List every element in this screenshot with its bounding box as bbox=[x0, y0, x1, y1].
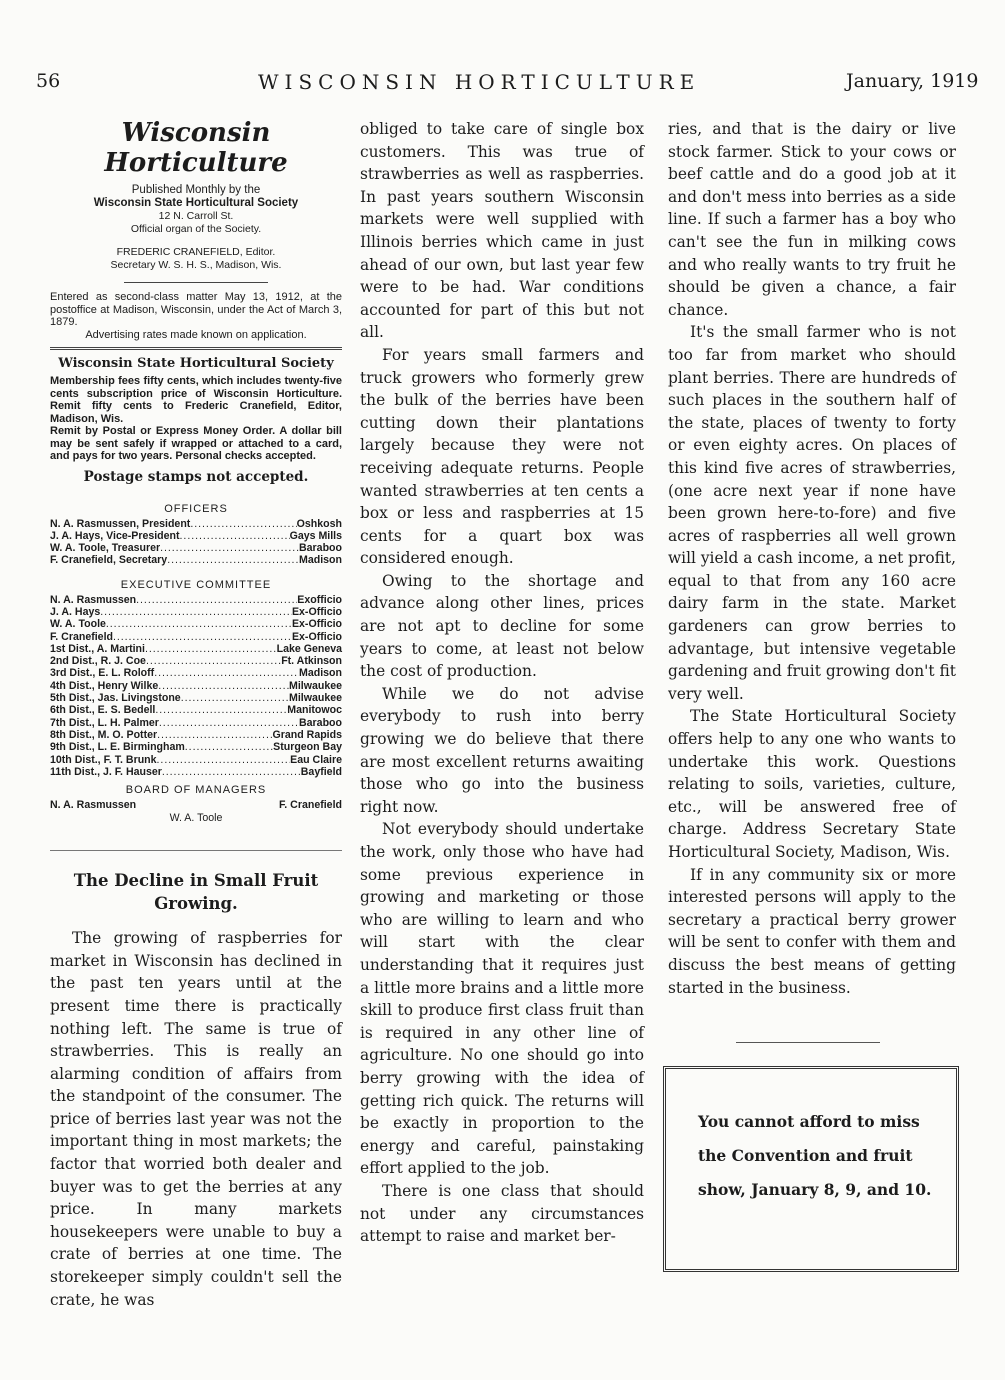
leader-dots bbox=[100, 606, 292, 618]
committee-row-name: 1st Dist., A. Martini bbox=[50, 642, 145, 655]
committee-row-name: W. A. Toole bbox=[50, 618, 106, 631]
officers-heading: OFFICERS bbox=[164, 502, 228, 515]
leader-dots bbox=[157, 729, 272, 741]
officers-list bbox=[50, 518, 342, 567]
committee-row-value: Sturgeon Bay bbox=[273, 741, 342, 754]
society-title: Wisconsin State Horticultural Society bbox=[58, 356, 334, 371]
leader-dots bbox=[160, 542, 299, 554]
remit-text: Remit by Postal or Express Money Order. A dollar bill may be sent safely if wrapped or attached to a card, and pays for two years. Personal checks accepted. bbox=[50, 425, 342, 462]
officer-row-name: N. A. Rasmussen, President bbox=[50, 517, 191, 530]
officer-row-value: Oshkosh bbox=[296, 517, 342, 530]
committee-row-value: Ex-Officio bbox=[291, 630, 342, 643]
committee-row-value: Ex-Officio bbox=[291, 605, 342, 618]
divider bbox=[50, 850, 342, 851]
officer-row-value: Baraboo bbox=[299, 542, 342, 555]
committee-row-name: J. A. Hays bbox=[50, 605, 101, 618]
executive-list bbox=[50, 594, 342, 778]
committee-row-value: Baraboo bbox=[299, 716, 342, 729]
committee-row-name: N. A. Rasmussen bbox=[50, 593, 137, 606]
leader-dots bbox=[167, 554, 299, 566]
paragraph: ries, and that is the dairy or live stock farmer. Stick to your cows or beef cattle and do a good job at it and don't mess into berries as a side line. If such a farmer has a boy who can't see the fun in milking cows and who really wants to try fruit he should be given a chance, a fair chance. bbox=[668, 120, 956, 319]
committee-row-value: Exofficio bbox=[297, 593, 342, 606]
leader-dots bbox=[190, 518, 296, 530]
paragraph: The growing of raspberries for market in Wisconsin has declined in the past ten years until at the present time there is practically nothing left. The same is true of strawberries. This is really an alarming condition of affairs from the standpoint of the consumer. The price of berries last year was not the important thing in most markets; the factor that worried both dealer and buyer was to get the berries at any price. In many markets housekeepers were unable to buy a crate of berries at one time. The storekeeper simply couldn't sell the crate, he was bbox=[50, 929, 342, 1309]
masthead-editor: FREDERIC CRANEFIELD, Editor. bbox=[116, 246, 276, 258]
committee-row-name: 11th Dist., J. F. Hauser bbox=[50, 765, 162, 778]
committee-row bbox=[50, 631, 342, 643]
leader-dots bbox=[155, 704, 287, 716]
leader-dots bbox=[145, 643, 277, 655]
committee-row-name: 7th Dist., L. H. Palmer bbox=[50, 716, 159, 729]
committee-row bbox=[50, 680, 342, 692]
committee-row-value: Bayfield bbox=[300, 765, 342, 778]
committee-row bbox=[50, 655, 342, 667]
leader-dots bbox=[136, 594, 297, 606]
paragraph: It's the small farmer who is not too far from market who should plant berries. There are hundreds of such places in the southern half of the state, places of twenty to forty or even eighty acres. On places of this kind five acres of strawberries, (one acre next year if none have been grown here-to-fore) and five acres of raspberries all well grown will yield a cash income, a net profit, equal to that from any 160 acre dairy farm in the state. Market gardeners can grow berries to advantage, but intensive vegetable gardening and fruit growing don't fit very well. bbox=[668, 323, 956, 703]
committee-row-value: Eau Claire bbox=[290, 753, 342, 766]
masthead-secretary: Secretary W. S. H. S., Madison, Wis. bbox=[110, 259, 282, 271]
committee-row-value: Lake Geneva bbox=[276, 642, 342, 655]
leader-dots bbox=[162, 766, 301, 778]
officer-row bbox=[50, 518, 342, 530]
committee-row bbox=[50, 606, 342, 618]
entered-notice: Entered as second-class matter May 13, 1912, at the postoffice at Madison, Wisconsin, under the Act of March 3, 1879. bbox=[50, 291, 342, 328]
article-body-col1 bbox=[50, 927, 342, 1311]
committee-row bbox=[50, 729, 342, 741]
committee-row-name: F. Cranefield bbox=[50, 630, 113, 643]
committee-row-value: Madison bbox=[299, 667, 342, 680]
committee-row-value: Ft. Atkinson bbox=[281, 655, 342, 668]
paragraph: There is one class that should not under any circumstances attempt to raise and market ber- bbox=[360, 1181, 644, 1246]
officer-row-name: F. Cranefield, Secretary bbox=[50, 554, 168, 567]
committee-row bbox=[50, 741, 342, 753]
postage-note: Postage stamps not accepted. bbox=[83, 468, 309, 485]
committee-row bbox=[50, 594, 342, 606]
committee-row-name: 8th Dist., M. O. Potter bbox=[50, 728, 158, 741]
committee-row-value: Milwaukee bbox=[289, 692, 342, 705]
committee-row bbox=[50, 667, 342, 679]
officer-row-value: Madison bbox=[299, 554, 342, 567]
committee-row bbox=[50, 704, 342, 716]
running-title: WISCONSIN HORTICULTURE bbox=[258, 70, 701, 94]
committee-row bbox=[50, 618, 342, 630]
board-heading: BOARD OF MANAGERS bbox=[125, 784, 267, 797]
column-3 bbox=[668, 118, 956, 999]
committee-row-value: Milwaukee bbox=[289, 679, 342, 692]
officer-row-name: J. A. Hays, Vice-President bbox=[50, 529, 180, 542]
committee-row-name: 9th Dist., L. E. Birmingham bbox=[50, 741, 185, 754]
paragraph: If in any community six or more interested persons will apply to the secretary a practical berry grower will be sent to confer with them and discuss the best means of getting started in the business. bbox=[668, 865, 956, 997]
column-1 bbox=[50, 118, 342, 1311]
board-member: F. Cranefield bbox=[279, 799, 342, 812]
committee-row bbox=[50, 754, 342, 766]
page-number: 56 bbox=[36, 70, 61, 92]
officer-row bbox=[50, 554, 342, 566]
leader-dots bbox=[113, 631, 292, 643]
committee-row-name: 6th Dist., E. S. Bedell bbox=[50, 704, 156, 717]
leader-dots bbox=[157, 754, 291, 766]
leader-dots bbox=[158, 680, 289, 692]
executive-heading: EXECUTIVE COMMITTEE bbox=[120, 578, 272, 591]
divider bbox=[736, 1042, 880, 1043]
committee-row bbox=[50, 643, 342, 655]
committee-row-name: 4th Dist., Henry Wilke bbox=[50, 679, 159, 692]
leader-dots bbox=[154, 667, 299, 679]
convention-notice-box bbox=[663, 1066, 959, 1272]
committee-row bbox=[50, 717, 342, 729]
article-title: The Decline in Small Fruit Growing. bbox=[73, 871, 319, 914]
leader-dots bbox=[180, 530, 290, 542]
leader-dots bbox=[146, 655, 281, 667]
masthead-published: Published Monthly by the bbox=[131, 184, 261, 196]
paragraph: For years small farmers and truck growers who formerly grew the bulk of the berries have been cutting down their plantations largely because they were not receiving adequate returns. People wanted strawberries at ten cents a box or less and raspberries at 15 cents for a quart box was considered enough. bbox=[360, 345, 644, 568]
membership-text: Membership fees fifty cents, which includes twenty-five cents subscription price of Wisconsin Horticulture. Remit fifty cents to Frederic Cranefield, Editor, Madison, Wis. bbox=[50, 375, 342, 425]
masthead-address: 12 N. Carroll St. bbox=[158, 210, 234, 222]
officer-row bbox=[50, 530, 342, 542]
paragraph: Not everybody should undertake the work, only those who have had some previous experience in growing and marketing or those who are willing to learn and who will start with the clear understanding that it requires just a little more brains and a little more skill to produce first class fruit than is required in any other line of agriculture. No one should go into berry growing with the idea of getting rich quick. The returns will be exactly in proportion to the energy and careful, painstaking effort applied to the job. bbox=[360, 820, 644, 1178]
leader-dots bbox=[159, 717, 299, 729]
leader-dots bbox=[185, 741, 273, 753]
board-member: N. A. Rasmussen bbox=[50, 799, 137, 812]
board-member: W. A. Toole bbox=[169, 811, 223, 824]
officer-row-name: W. A. Toole, Treasurer bbox=[50, 542, 161, 555]
committee-row-value: Ex-Officio bbox=[291, 618, 342, 631]
officer-row bbox=[50, 542, 342, 554]
masthead-official: Official organ of the Society. bbox=[130, 223, 262, 235]
paragraph: While we do not advise everybody to rush into berry growing we do believe that there are most excellent returns awaiting those who go into the business right now. bbox=[360, 684, 644, 816]
issue-date: January, 1919 bbox=[846, 70, 979, 92]
committee-row-name: 10th Dist., F. T. Brunk bbox=[50, 753, 157, 766]
committee-row-value: Grand Rapids bbox=[272, 728, 342, 741]
board-row bbox=[50, 799, 342, 812]
officer-row-value: Gays Mills bbox=[289, 529, 342, 542]
committee-row-name: 2nd Dist., R. J. Coe bbox=[50, 655, 146, 668]
page-header bbox=[0, 70, 1005, 96]
leader-dots bbox=[181, 692, 289, 704]
committee-row-value: Manitowoc bbox=[287, 704, 342, 717]
convention-notice: You cannot afford to miss the Convention and fruit show, January 8, 9, and 10. bbox=[698, 1112, 932, 1199]
committee-row bbox=[50, 692, 342, 704]
paragraph: The State Horticultural Society offers help to any one who wants to undertake this work. Questions relating to soils, varieties, culture, etc., will be answered free of charge. Address Secretary State Horticultural Society, Madison, Wis. bbox=[668, 707, 956, 861]
paragraph: Owing to the shortage and advance along other lines, prices are not apt to decline for some years to come, at least not below the cost of production. bbox=[360, 571, 644, 681]
masthead-title: Wisconsin Horticulture bbox=[104, 118, 288, 178]
advertising-notice: Advertising rates made known on application. bbox=[85, 328, 307, 341]
masthead-society: Wisconsin State Horticultural Society bbox=[93, 197, 299, 209]
divider bbox=[124, 282, 268, 283]
column-2 bbox=[360, 118, 644, 1248]
committee-row-name: 5th Dist., Jas. Livingstone bbox=[50, 692, 181, 705]
committee-row-name: 3rd Dist., E. L. Roloff bbox=[50, 667, 155, 680]
leader-dots bbox=[106, 618, 292, 630]
paragraph: obliged to take care of single box customers. This was true of strawberries as well as raspberries. In past years southern Wisconsin markets were well supplied with Illinois berries which came in just ahead of our own, but last year few were to be had. War conditions accounted for part of this but not all. bbox=[360, 120, 644, 342]
divider bbox=[50, 347, 342, 350]
committee-row bbox=[50, 766, 342, 778]
